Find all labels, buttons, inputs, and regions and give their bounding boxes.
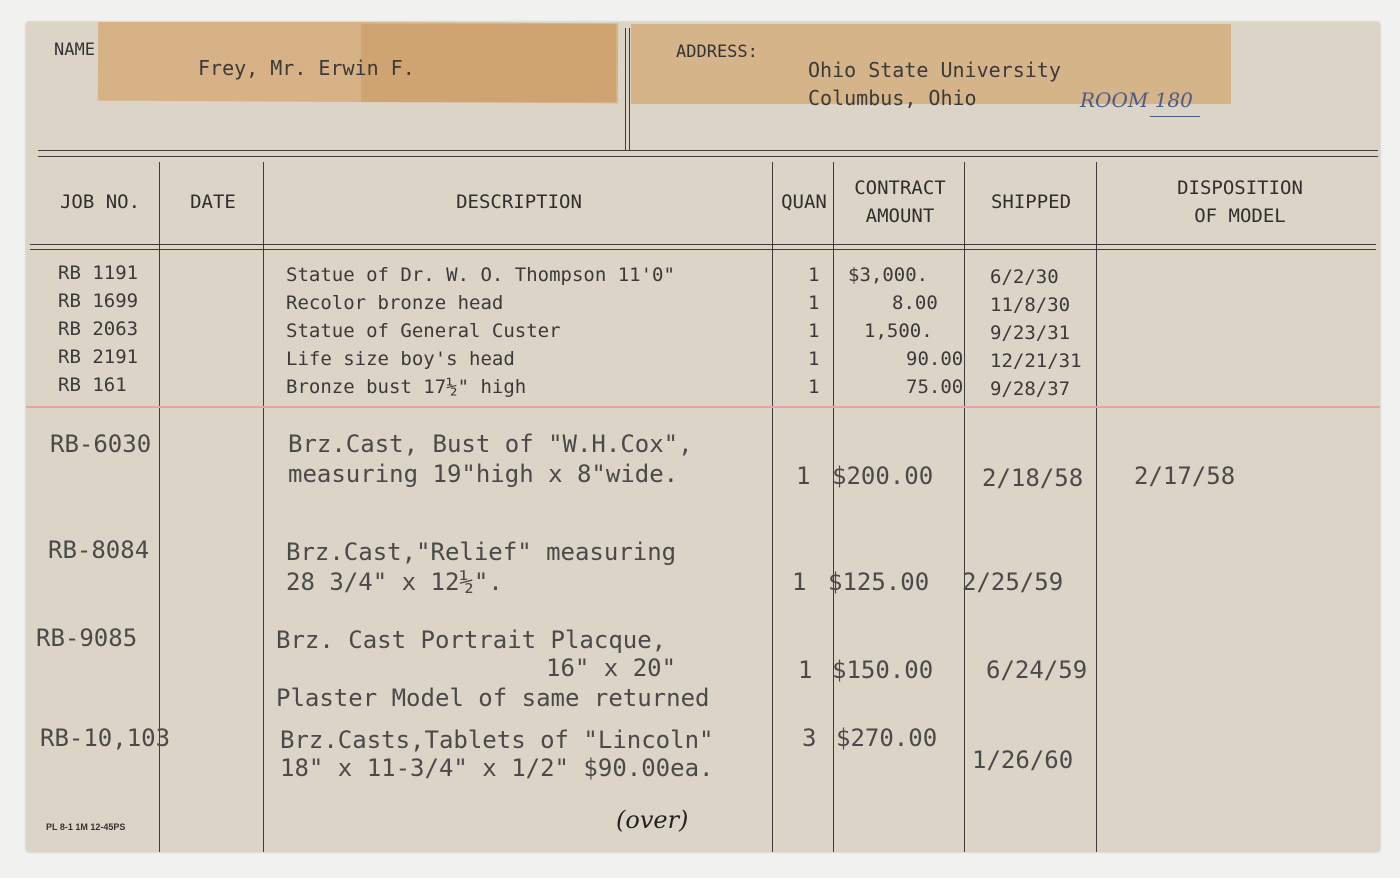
job-number: RB 1191 (58, 262, 139, 284)
quantity: 1 (796, 462, 811, 490)
amount: 8.00 (892, 292, 938, 314)
description: Statue of General Custer (286, 320, 561, 342)
job-number: RB-10,103 (40, 724, 171, 752)
description-line: 18" x 11-3/4" x 1/2" $90.00ea. (280, 754, 714, 782)
col-disposition (1098, 174, 1380, 230)
job-number: RB 161 (58, 374, 127, 396)
quantity: 1 (792, 568, 807, 596)
name-label: NAME (54, 40, 95, 60)
description-line: Brz.Cast, Bust of "W.H.Cox", (288, 430, 693, 458)
col-description: DESCRIPTION (456, 191, 582, 213)
quantity: 1 (808, 264, 820, 286)
shipped-date: 1/26/60 (972, 746, 1074, 774)
col-disposition-line1: DISPOSITION (1177, 177, 1303, 199)
address-label: ADDRESS: (676, 42, 758, 62)
col-rule (833, 162, 834, 852)
amount: $150.00 (832, 656, 934, 684)
description-line: 28 3/4" x 12½". (286, 568, 503, 596)
col-rule (964, 162, 965, 852)
quantity: 1 (798, 656, 813, 684)
shipped-date: 2/18/58 (982, 464, 1084, 492)
rule (30, 244, 1376, 245)
job-number: RB 2191 (58, 346, 139, 368)
quantity: 3 (802, 724, 817, 752)
col-rule (1096, 162, 1097, 852)
address-line-2: Columbus, Ohio (808, 86, 977, 110)
record-card (26, 22, 1380, 852)
shipped-date: 9/28/37 (990, 378, 1071, 400)
room-note: ROOM 180 (1080, 88, 1193, 112)
job-number: RB-9085 (36, 624, 138, 652)
amount: 1,500. (864, 320, 933, 342)
shipped-date: 6/24/59 (986, 656, 1088, 684)
description-line: Plaster Model of same returned (276, 684, 710, 712)
address-line-1: Ohio State University (808, 58, 1061, 82)
description-line: measuring 19"high x 8"wide. (288, 460, 679, 488)
col-contract-line2: AMOUNT (865, 205, 935, 227)
header-divider (629, 28, 630, 150)
amount: 90.00 (906, 348, 964, 370)
description-line: Brz.Cast,"Relief" measuring (286, 538, 677, 566)
shipped-date: 11/8/30 (990, 294, 1071, 316)
quantity: 1 (808, 348, 820, 370)
col-quan: QUAN (781, 191, 827, 213)
col-rule (772, 162, 773, 852)
job-number: RB 2063 (58, 318, 139, 340)
col-job: JOB NO. (59, 191, 141, 213)
header-divider (625, 28, 626, 150)
rule (30, 249, 1376, 250)
job-number: RB-6030 (50, 430, 152, 458)
description: Recolor bronze head (286, 292, 504, 314)
quantity: 1 (808, 320, 820, 342)
col-contract (835, 174, 965, 230)
amount: $270.00 (836, 724, 938, 752)
form-code: PL 8-1 1M 12-45PS (46, 822, 126, 832)
shipped-date: 12/21/31 (990, 350, 1082, 372)
description-line: Brz. Cast Portrait Placque, (276, 626, 667, 654)
description-line: 16" x 20" (546, 654, 677, 682)
name-value: Frey, Mr. Erwin F. (198, 56, 415, 80)
room-underline (1150, 116, 1200, 117)
col-disposition-line2: OF MODEL (1194, 205, 1286, 227)
rule (38, 156, 1378, 157)
quantity: 1 (808, 292, 820, 314)
job-number: RB-8084 (48, 536, 150, 564)
amount: $125.00 (828, 568, 930, 596)
amount: $200.00 (832, 462, 934, 490)
shipped-date: 6/2/30 (990, 266, 1059, 288)
description: Statue of Dr. W. O. Thompson 11'0" (286, 264, 675, 286)
over-note: (over) (616, 806, 689, 834)
quantity: 1 (808, 376, 820, 398)
description-line: Brz.Casts,Tablets of "Lincoln" (280, 726, 714, 754)
amount: $3,000. (848, 264, 929, 286)
description: Bronze bust 17½" high (286, 376, 527, 398)
col-contract-line1: CONTRACT (854, 177, 946, 199)
shipped-date: 2/25/59 (962, 568, 1064, 596)
col-date: DATE (190, 191, 236, 213)
job-number: RB 1699 (58, 290, 139, 312)
col-rule (263, 162, 264, 852)
amount: 75.00 (906, 376, 964, 398)
col-shipped: SHIPPED (990, 191, 1072, 213)
red-rule (26, 406, 1380, 408)
disposition-date: 2/17/58 (1134, 462, 1236, 490)
description: Life size boy's head (286, 348, 515, 370)
shipped-date: 9/23/31 (990, 322, 1071, 344)
rule (38, 150, 1378, 151)
